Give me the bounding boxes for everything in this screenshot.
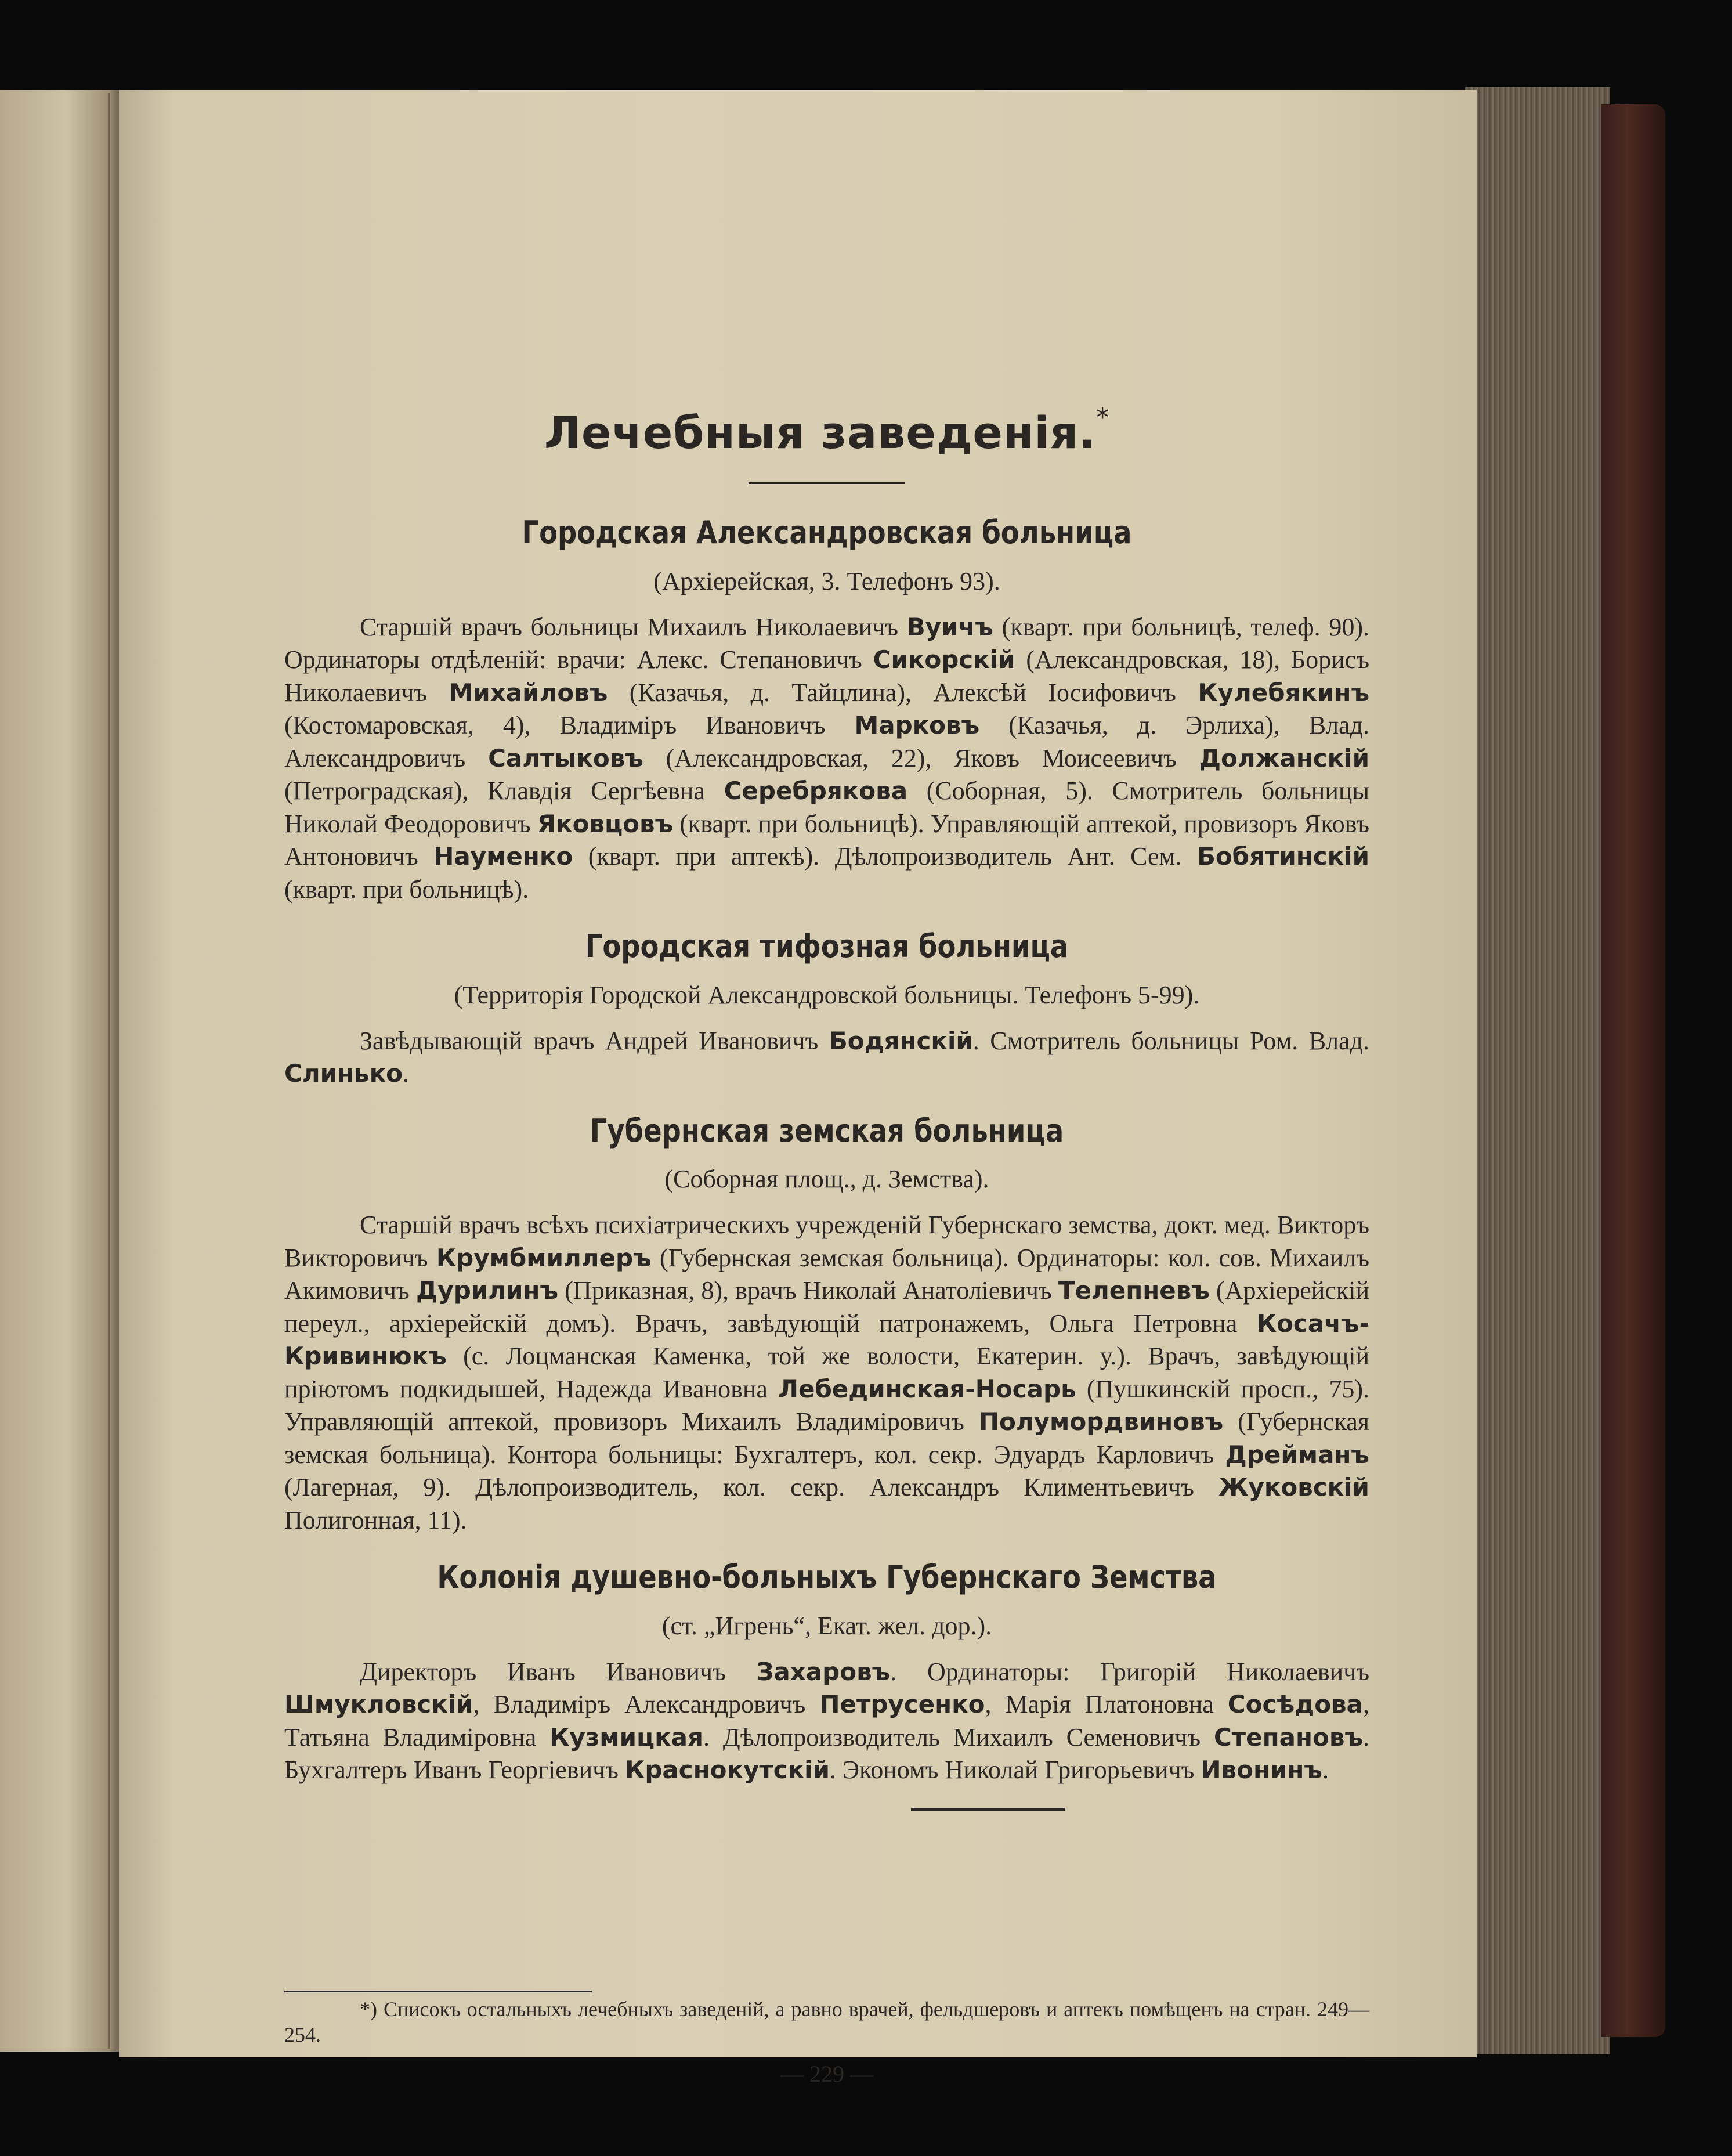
text-run: , Марія Платоновна xyxy=(985,1690,1228,1719)
section-paragraph xyxy=(284,1209,1369,1537)
person-surname: Захаровъ xyxy=(756,1657,891,1686)
person-surname: Серебрякова xyxy=(724,777,908,806)
person-surname: Дурилинъ xyxy=(415,1276,559,1305)
section xyxy=(284,927,1369,1090)
text-run: . Ординаторы: Григорій Николаевичъ xyxy=(890,1657,1369,1686)
person-surname: Михайловъ xyxy=(449,678,608,707)
text-run: (Губернская земская больница). Ординаторы: кол. сов. Михаилъ Акимовичъ xyxy=(284,1243,1369,1305)
person-surname: Кузмицкая xyxy=(549,1722,703,1751)
section-paragraph xyxy=(284,611,1369,907)
section xyxy=(284,513,1369,906)
page-content xyxy=(284,403,1370,1811)
section-heading: Губернская земская больница xyxy=(590,1112,1064,1149)
person-surname: Петрусенко xyxy=(819,1690,985,1719)
title-divider xyxy=(749,482,905,484)
book-fore-edge xyxy=(1465,87,1610,2054)
person-surname: Сикорскій xyxy=(873,645,1015,674)
section xyxy=(284,1111,1369,1537)
text-run: . Смотритель больницы Ром. Влад. xyxy=(972,1026,1369,1055)
person-surname: Марковъ xyxy=(854,711,980,740)
document-page xyxy=(119,90,1477,2087)
section-address: (Архіерейская, 3. Телефонъ 93). xyxy=(653,566,1000,595)
footnote-marker: * xyxy=(1096,403,1110,432)
end-divider xyxy=(911,1808,1065,1811)
text-run: (Лагерная, 9). Дѣлопроизводитель, кол. секр. Александръ Климентьевичъ xyxy=(284,1473,1219,1502)
text-run: Полигонная, 11). xyxy=(284,1505,467,1534)
person-surname: Шмукловскій xyxy=(284,1690,473,1719)
person-surname: Лебединская-Носарь xyxy=(778,1374,1076,1403)
text-run: (Александровская, 22), Яковъ Моисеевичъ xyxy=(643,743,1199,772)
text-run: (кварт. при больницѣ, телеф. 90). Ординаторы отдѣленій: врачи: Алекс. Степановичъ xyxy=(284,612,1369,674)
text-run: Старшій врачъ всѣхъ психіатрическихъ учрежденій Губернскаго земства, докт. мед. Викторъ Викторовичъ xyxy=(284,1211,1369,1272)
person-surname: Слинько xyxy=(284,1059,403,1088)
page-gutter-shadow xyxy=(108,93,110,2049)
person-surname: Жуковскій xyxy=(1218,1473,1369,1502)
footnote: *) Списокъ остальныхъ лечебныхъ заведеній, а равно врачей, фельдшеровъ и аптекъ помѣщенъ на стран. 249—254. xyxy=(284,1998,1369,2046)
text-run: (кварт. при больницѣ). Управляющій аптекой, провизоръ Яковъ Антоновичъ xyxy=(284,809,1369,871)
section-heading: Городская тифозная больница xyxy=(585,928,1069,965)
person-surname: Кулебякинъ xyxy=(1198,678,1370,707)
text-run: Старшій врачъ больницы Михаилъ Николаевичъ xyxy=(360,612,907,641)
person-surname: Крумбмиллеръ xyxy=(436,1243,652,1272)
text-run: Директоръ Иванъ Ивановичъ xyxy=(360,1657,757,1686)
text-run: (с. Лоцманская Каменка, той же волости, Екатерин. у.). Врачъ, завѣдующій пріютомъ подкидышей, Надежда Ивановна xyxy=(284,1342,1369,1403)
page-number: — 229 — xyxy=(780,2061,873,2087)
text-run: , Татьяна Владиміровна xyxy=(284,1690,1369,1751)
text-run: (Петроградская), Клавдія Сергѣевна xyxy=(284,777,724,806)
text-run: (кварт. при аптекѣ). Дѣлопроизводитель Ант. Сем. xyxy=(573,842,1197,871)
person-surname: Дрейманъ xyxy=(1225,1440,1369,1469)
text-run: . xyxy=(402,1059,409,1088)
person-surname: Сосѣдова xyxy=(1227,1690,1363,1719)
section-address: (Территорія Городской Александровской больницы. Телефонъ 5-99). xyxy=(454,980,1200,1009)
person-surname: Салтыковъ xyxy=(488,743,643,772)
person-surname: Косачъ-Кривинюкъ xyxy=(284,1309,1369,1371)
person-surname: Ивонинъ xyxy=(1201,1756,1322,1785)
section-address: (Соборная площ., д. Земства). xyxy=(664,1165,989,1194)
section-paragraph xyxy=(284,1656,1369,1787)
section-heading: Колонія душевно-больныхъ Губернскаго Земства xyxy=(437,1559,1217,1596)
person-surname: Телепневъ xyxy=(1058,1276,1210,1305)
person-surname: Степановъ xyxy=(1213,1722,1364,1751)
text-run: . Экономъ Николай Григорьевичъ xyxy=(830,1756,1201,1785)
book-cover xyxy=(1601,104,1665,2037)
text-run: (Казачья, д. Эрлиха), Влад. Александровичъ xyxy=(284,711,1369,772)
text-run: (Казачья, д. Тайцлина), Алексѣй Іосифовичъ xyxy=(608,678,1198,707)
footnote-divider xyxy=(284,1991,592,1992)
previous-page-edge xyxy=(0,90,119,2052)
person-surname: Должанскій xyxy=(1199,743,1369,772)
text-run: (Приказная, 8), врачъ Николай Анатоліевичъ xyxy=(558,1276,1058,1305)
text-run: . Дѣлопроизводитель Михаилъ Семеновичъ xyxy=(703,1722,1214,1751)
text-run: , Владиміръ Александровичъ xyxy=(473,1690,820,1719)
text-run: (Костомаровская, 4), Владиміръ Ивановичъ xyxy=(284,711,855,740)
section-paragraph xyxy=(284,1025,1369,1090)
text-run: . Бухгалтеръ Иванъ Георгіевичъ xyxy=(284,1722,1370,1785)
text-run: (Александровская, 18), Борисъ Николаевичъ xyxy=(284,645,1369,707)
person-surname: Бобятинскій xyxy=(1196,842,1369,871)
text-run: . xyxy=(1322,1756,1329,1785)
section xyxy=(284,1558,1369,1787)
text-run: (Архіерейскій переул., архіерейскій домъ). Врачъ, завѣдующій патронажемъ, Ольга Петровна xyxy=(284,1276,1369,1338)
person-surname: Бодянскій xyxy=(829,1026,973,1055)
page-title-text: Лечебныя заведенія. xyxy=(544,407,1097,458)
person-surname: Науменко xyxy=(433,842,573,871)
person-surname: Яковцовъ xyxy=(537,809,674,838)
sections-container xyxy=(284,513,1369,1787)
person-surname: Краснокутскій xyxy=(625,1756,830,1785)
page-title xyxy=(284,403,1369,459)
section-heading: Городская Александровская больница xyxy=(522,514,1132,551)
text-run: (Соборная, 5). Смотритель больницы Николай Феодоровичъ xyxy=(284,777,1370,838)
text-run: (Губернская земская больница). Контора больницы: Бухгалтеръ, кол. секр. Эдуардъ Карловичъ xyxy=(284,1407,1369,1469)
text-run: Завѣдывающій врачъ Андрей Ивановичъ xyxy=(360,1026,829,1055)
person-surname: Полумордвиновъ xyxy=(978,1407,1224,1436)
text-run: (Пушкинскій просп., 75). Управляющій аптекой, провизоръ Михаилъ Владиміровичъ xyxy=(284,1374,1369,1436)
section-address: (ст. „Игрень“, Екат. жел. дор.). xyxy=(661,1611,992,1640)
text-run: (кварт. при больницѣ). xyxy=(284,875,529,904)
person-surname: Вуичъ xyxy=(906,612,993,641)
